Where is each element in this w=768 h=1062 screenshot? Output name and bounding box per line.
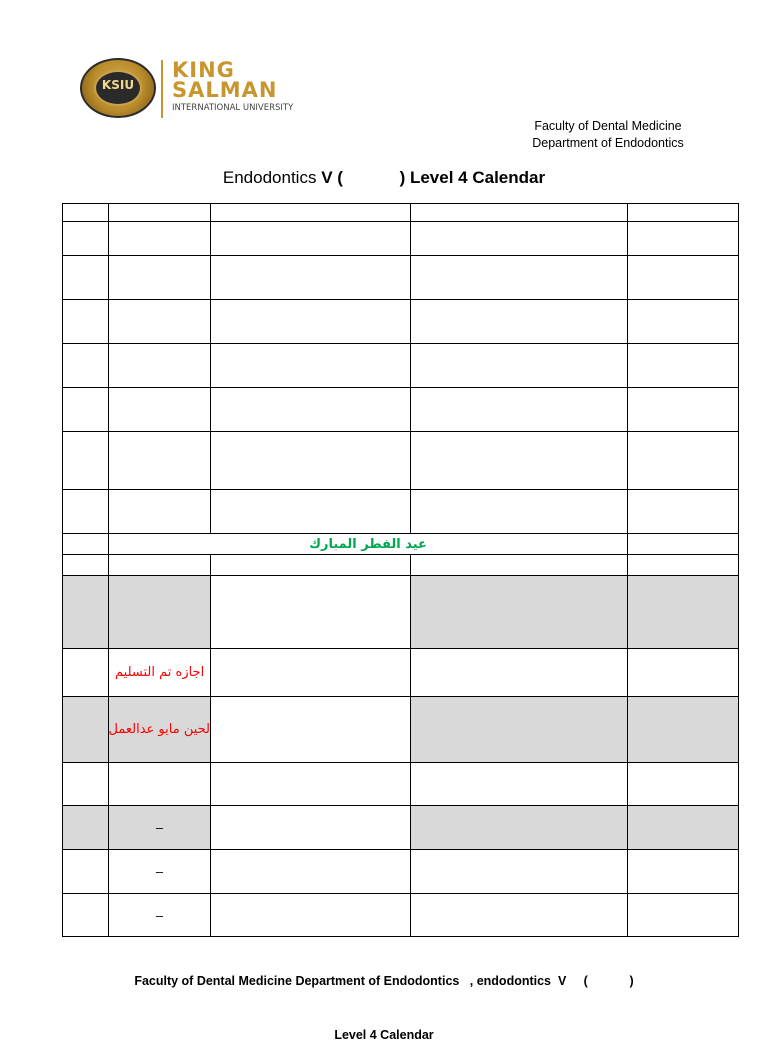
table-cell [411, 806, 628, 850]
header-faculty-block [510, 118, 706, 152]
table-cell [63, 256, 109, 300]
table-cell [411, 344, 628, 388]
table-cell [109, 344, 211, 388]
seal-text: KSIU [101, 78, 135, 92]
table-cell [211, 697, 411, 763]
table-cell [211, 763, 411, 806]
table-cell [211, 576, 411, 649]
footer-line2: Level 4 Calendar [334, 1028, 434, 1042]
table-cell [411, 850, 628, 894]
table-cell [63, 806, 109, 850]
table-row [63, 894, 739, 937]
table-cell [63, 490, 109, 534]
title-bold: V ( ) Level 4 Calendar [321, 168, 546, 187]
table-row-shaded [63, 806, 739, 850]
table-cell [109, 432, 211, 490]
table-cell [63, 300, 109, 344]
table-cell [628, 344, 739, 388]
table-cell [63, 555, 109, 576]
table-cell [628, 806, 739, 850]
table-cell [211, 300, 411, 344]
table-row [63, 204, 739, 222]
table-cell [411, 388, 628, 432]
table-cell [109, 490, 211, 534]
table-cell [63, 894, 109, 937]
table-cell [63, 576, 109, 649]
table-row [63, 256, 739, 300]
table-cell [211, 649, 411, 697]
table-cell [109, 300, 211, 344]
dash-cell: – [109, 894, 211, 937]
table-row-shaded [63, 576, 739, 649]
table-cell [628, 576, 739, 649]
table-cell [411, 894, 628, 937]
table-cell [63, 649, 109, 697]
table-cell [411, 222, 628, 256]
logo-brand-line1: KING [172, 58, 235, 82]
table-cell [211, 850, 411, 894]
table-cell [411, 697, 628, 763]
university-logo [80, 56, 294, 120]
table-row [63, 222, 739, 256]
table-cell [628, 256, 739, 300]
table-cell [63, 697, 109, 763]
table-cell [628, 490, 739, 534]
table-cell [628, 555, 739, 576]
footer-line1: Faculty of Dental Medicine Department of Endodontics , endodontics V ( ) [134, 974, 634, 988]
table-cell [109, 222, 211, 256]
table-cell [63, 850, 109, 894]
table-row [63, 344, 739, 388]
table-cell [63, 388, 109, 432]
table-cell [109, 388, 211, 432]
table-row [63, 649, 739, 697]
table-row [63, 763, 739, 806]
table-cell [411, 490, 628, 534]
table-cell [109, 256, 211, 300]
table-cell [628, 697, 739, 763]
dash-cell: – [109, 850, 211, 894]
table-cell [628, 222, 739, 256]
table-cell [63, 763, 109, 806]
university-seal-icon [80, 58, 156, 118]
page-footer [0, 936, 768, 1062]
title-prefix: Endodontics [222, 168, 322, 187]
table-cell [63, 204, 109, 222]
row-note: لحين مايو عدالعمل [109, 697, 211, 763]
table-cell [628, 649, 739, 697]
table-cell [211, 806, 411, 850]
table-cell [211, 344, 411, 388]
page-title [0, 168, 768, 188]
table-cell [411, 649, 628, 697]
table-cell [628, 850, 739, 894]
table-cell [411, 576, 628, 649]
table-cell [628, 388, 739, 432]
table-cell [211, 388, 411, 432]
table-cell [109, 576, 211, 649]
table-cell [211, 222, 411, 256]
table-cell [63, 432, 109, 490]
table-cell [109, 763, 211, 806]
table-row [63, 300, 739, 344]
table-row [63, 432, 739, 490]
table-cell [211, 490, 411, 534]
row-note: اجازه تم التسليم [109, 649, 211, 697]
table-cell [411, 763, 628, 806]
faculty-name: Faculty of Dental Medicine [534, 119, 682, 133]
holiday-label: عيد الفطر المبارك [109, 534, 628, 555]
table-row [63, 850, 739, 894]
table-cell [411, 555, 628, 576]
table-cell [63, 222, 109, 256]
table-cell [63, 344, 109, 388]
table-row [63, 490, 739, 534]
table-cell [211, 894, 411, 937]
logo-divider [161, 60, 163, 118]
table-cell [211, 256, 411, 300]
table-cell [63, 534, 109, 555]
table-cell [211, 432, 411, 490]
table-cell [109, 555, 211, 576]
table-cell [628, 432, 739, 490]
department-name: Department of Endodontics [532, 136, 684, 150]
table-cell [109, 204, 211, 222]
table-cell [628, 763, 739, 806]
table-cell [411, 204, 628, 222]
table-cell [211, 555, 411, 576]
table-cell [411, 256, 628, 300]
table-cell [628, 300, 739, 344]
calendar-table [62, 203, 739, 937]
table-cell [628, 204, 739, 222]
table-row [63, 388, 739, 432]
table-cell [411, 432, 628, 490]
table-cell [211, 204, 411, 222]
logo-brand-subtitle: INTERNATIONAL UNIVERSITY [172, 103, 294, 113]
table-cell [411, 300, 628, 344]
table-cell [628, 534, 739, 555]
table-cell [628, 894, 739, 937]
table-row-shaded [63, 697, 739, 763]
table-row [63, 555, 739, 576]
holiday-row [63, 534, 739, 555]
logo-brand-line2: SALMAN [172, 78, 278, 102]
dash-cell: – [109, 806, 211, 850]
